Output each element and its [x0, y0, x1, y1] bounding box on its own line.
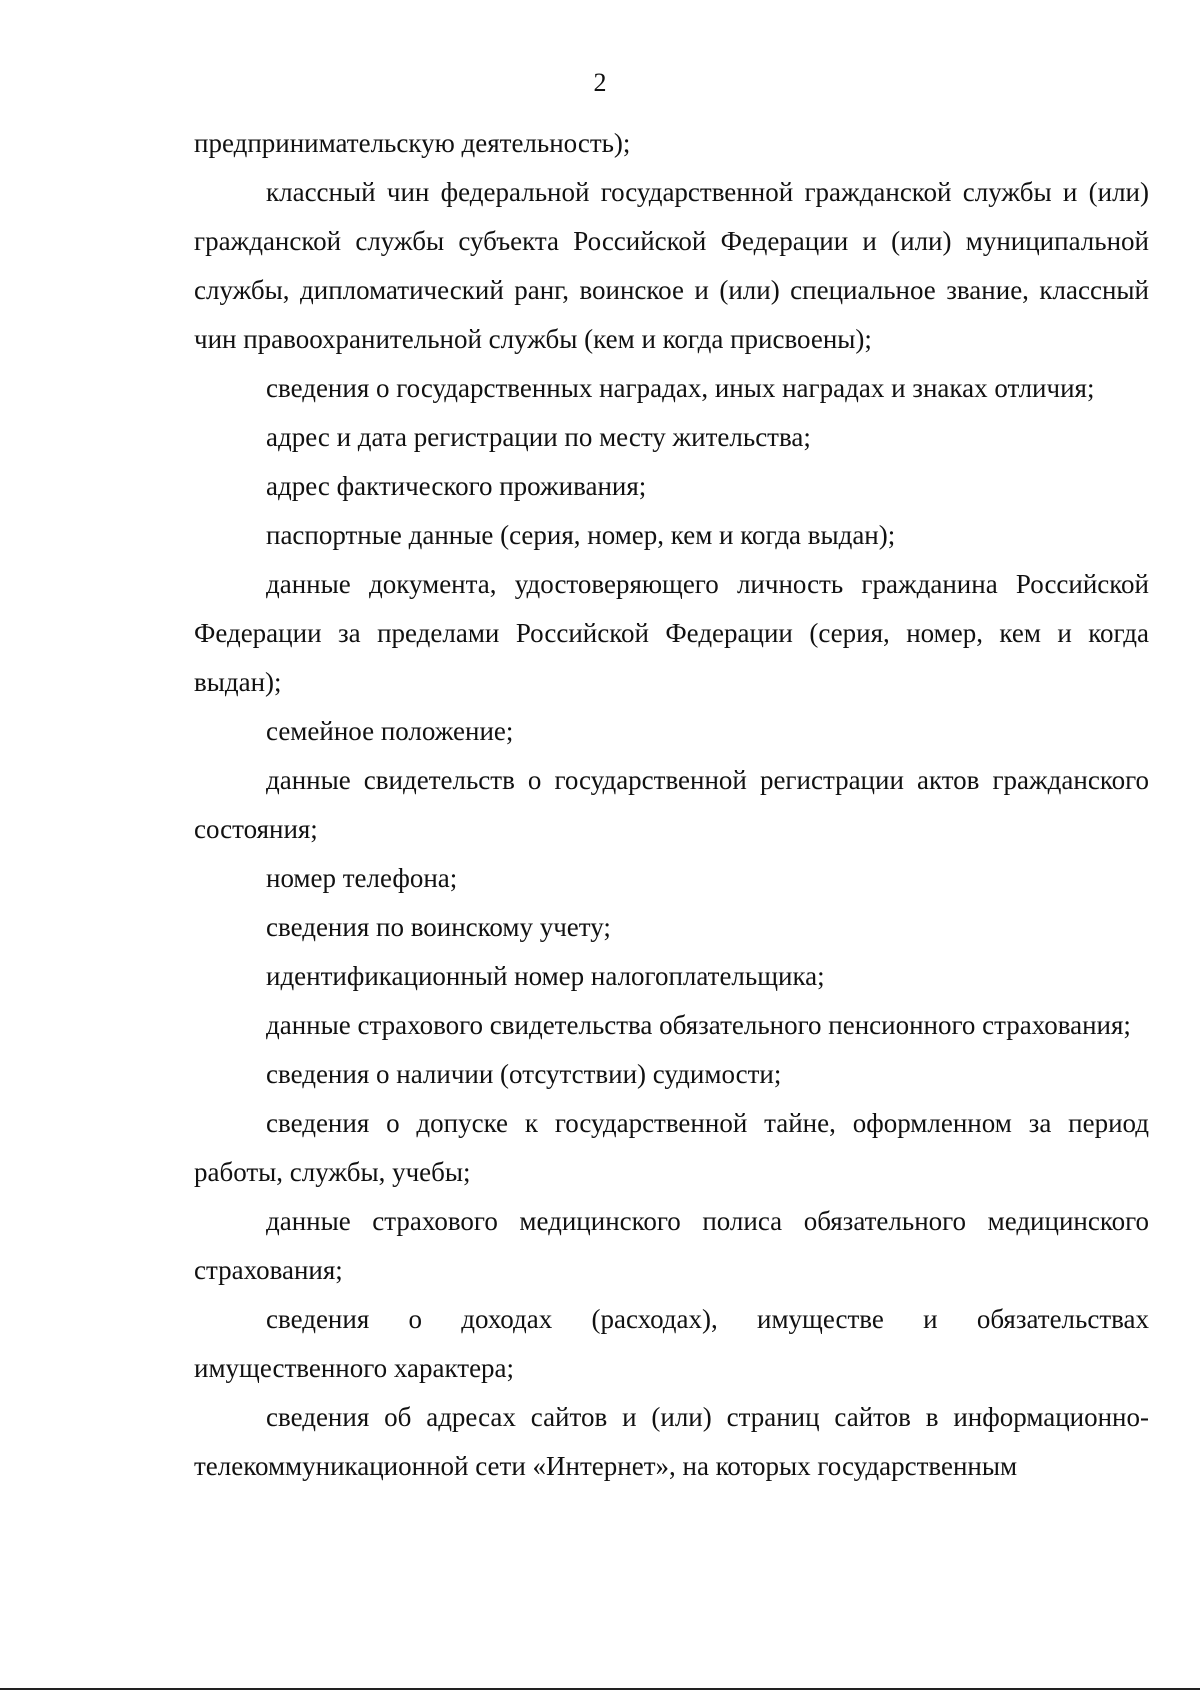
paragraph-medical-insurance: данные страхового медицинского полиса обязательного медицинского страхования;: [194, 1206, 1149, 1285]
paragraph-criminal-record: сведения о наличии (отсутствии) судимости;: [266, 1059, 782, 1089]
paragraph-military-record: сведения по воинскому учету;: [266, 912, 611, 942]
paragraph-registration-address: адрес и дата регистрации по месту жительства;: [266, 422, 811, 452]
paragraph-state-secret: сведения о допуске к государственной тайне, оформленном за период работы, службы, учебы;: [194, 1108, 1149, 1187]
paragraph-marital-status: семейное положение;: [266, 716, 514, 746]
paragraph-inn: идентификационный номер налогоплательщика;: [266, 961, 825, 991]
paragraph-phone: номер телефона;: [266, 863, 458, 893]
paragraph-internet-sites: сведения об адресах сайтов и (или) страниц сайтов в информационно-телекоммуникационной сети «Интернет», на которых государственным: [194, 1402, 1149, 1481]
paragraph-foreign-passport: данные документа, удостоверяющего личность гражданина Российской Федерации за пределами Российской Федерации (серия, номер, кем и когда выдан);: [194, 569, 1149, 697]
page-bottom-edge: [0, 1688, 1200, 1690]
paragraph-income: сведения о доходах (расходах), имуществе и обязательствах имущественного характера;: [194, 1304, 1149, 1383]
document-body: [194, 119, 1149, 1491]
paragraph-continuation: предпринимательскую деятельность);: [194, 128, 631, 158]
paragraph-pension-insurance: данные страхового свидетельства обязательного пенсионного страхования;: [266, 1010, 1131, 1040]
page-number: 2: [593, 68, 607, 97]
paragraph-actual-address: адрес фактического проживания;: [266, 471, 647, 501]
paragraph-awards: сведения о государственных наградах, иных наградах и знаках отличия;: [266, 373, 1095, 403]
paragraph-class-rank: классный чин федеральной государственной гражданской службы и (или) гражданской службы субъекта Российской Федерации и (или) муниципальной службы, дипломатический ранг, воинское и (или) специальное звание, классный чин правоохранительной службы (кем и когда присвоены);: [194, 177, 1149, 354]
paragraph-passport: паспортные данные (серия, номер, кем и когда выдан);: [266, 520, 896, 550]
paragraph-civil-certificates: данные свидетельств о государственной регистрации актов гражданского состояния;: [194, 765, 1149, 844]
